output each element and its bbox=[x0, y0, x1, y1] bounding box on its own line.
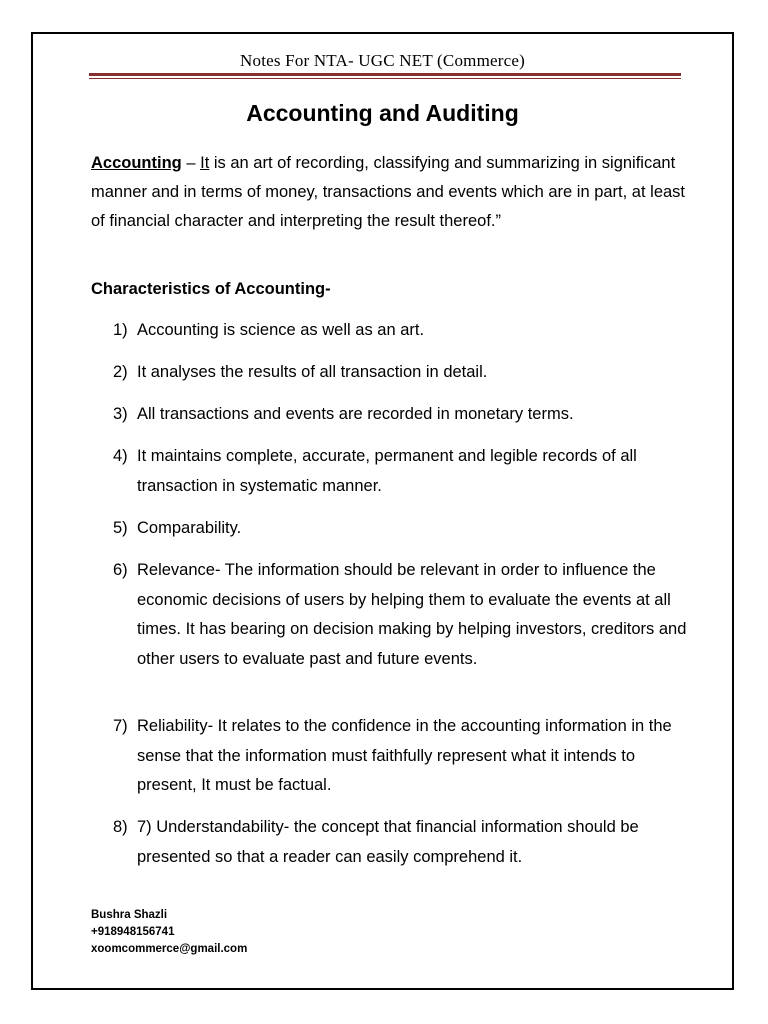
list-item-number: 6) bbox=[113, 561, 128, 579]
author-phone: +918948156741 bbox=[91, 926, 175, 938]
header-rule-thin bbox=[89, 78, 681, 79]
author-footer bbox=[91, 907, 247, 958]
author-name: Bushra Shazli bbox=[91, 909, 168, 921]
list-item bbox=[113, 712, 693, 801]
page-header: Notes For NTA- UGC NET (Commerce) bbox=[240, 51, 525, 70]
list-item-text: 7) Understandability- the concept that financial information should be presented so that a reader can easily comprehend it. bbox=[137, 818, 639, 866]
list-item-text: All transactions and events are recorded in monetary terms. bbox=[137, 405, 574, 423]
definition-term: Accounting bbox=[91, 154, 182, 172]
list-item-number: 8) bbox=[113, 818, 128, 836]
section-heading: Characteristics of Accounting- bbox=[91, 280, 331, 298]
definition-paragraph bbox=[91, 149, 691, 236]
definition-text: is an art of recording, classifying and summarizing in significant manner and in terms of money, transactions and events which are in part, at least of financial character and interpreting the result thereof.” bbox=[91, 154, 685, 230]
definition-first-word: It bbox=[200, 154, 210, 172]
list-item-number: 3) bbox=[113, 405, 128, 423]
list-item bbox=[113, 358, 693, 388]
list-item-number: 5) bbox=[113, 519, 128, 537]
list-item-text: It analyses the results of all transaction in detail. bbox=[137, 363, 488, 381]
document-page bbox=[31, 32, 734, 990]
list-item-number: 2) bbox=[113, 363, 128, 381]
document-title: Accounting and Auditing bbox=[246, 100, 519, 126]
list-item-text: Comparability. bbox=[137, 519, 242, 537]
author-email: xoomcommerce@gmail.com bbox=[91, 943, 248, 955]
list-item bbox=[113, 400, 693, 430]
list-item bbox=[113, 813, 693, 872]
list-item-text: Reliability- It relates to the confidence in the accounting information in the sense that the information must faithfully represent what it intends to present, It must be factual. bbox=[137, 717, 672, 794]
list-item bbox=[113, 514, 693, 544]
list-item bbox=[113, 442, 693, 501]
list-item bbox=[113, 316, 693, 346]
list-item-number: 1) bbox=[113, 321, 128, 339]
list-item-text: Accounting is science as well as an art. bbox=[137, 321, 425, 339]
header-rule-thick bbox=[89, 73, 681, 76]
list-item-text: It maintains complete, accurate, permanent and legible records of all transaction in systematic manner. bbox=[137, 447, 637, 495]
list-item-number: 4) bbox=[113, 447, 128, 465]
list-item-number: 7) bbox=[113, 717, 128, 735]
list-item bbox=[113, 556, 693, 674]
list-item-text: Relevance- The information should be relevant in order to influence the economic decisions of users by helping them to evaluate the events at all times. It has bearing on decision making by helping investors, creditors and other users to evaluate past and future events. bbox=[137, 561, 687, 668]
definition-separator: – bbox=[181, 154, 201, 172]
